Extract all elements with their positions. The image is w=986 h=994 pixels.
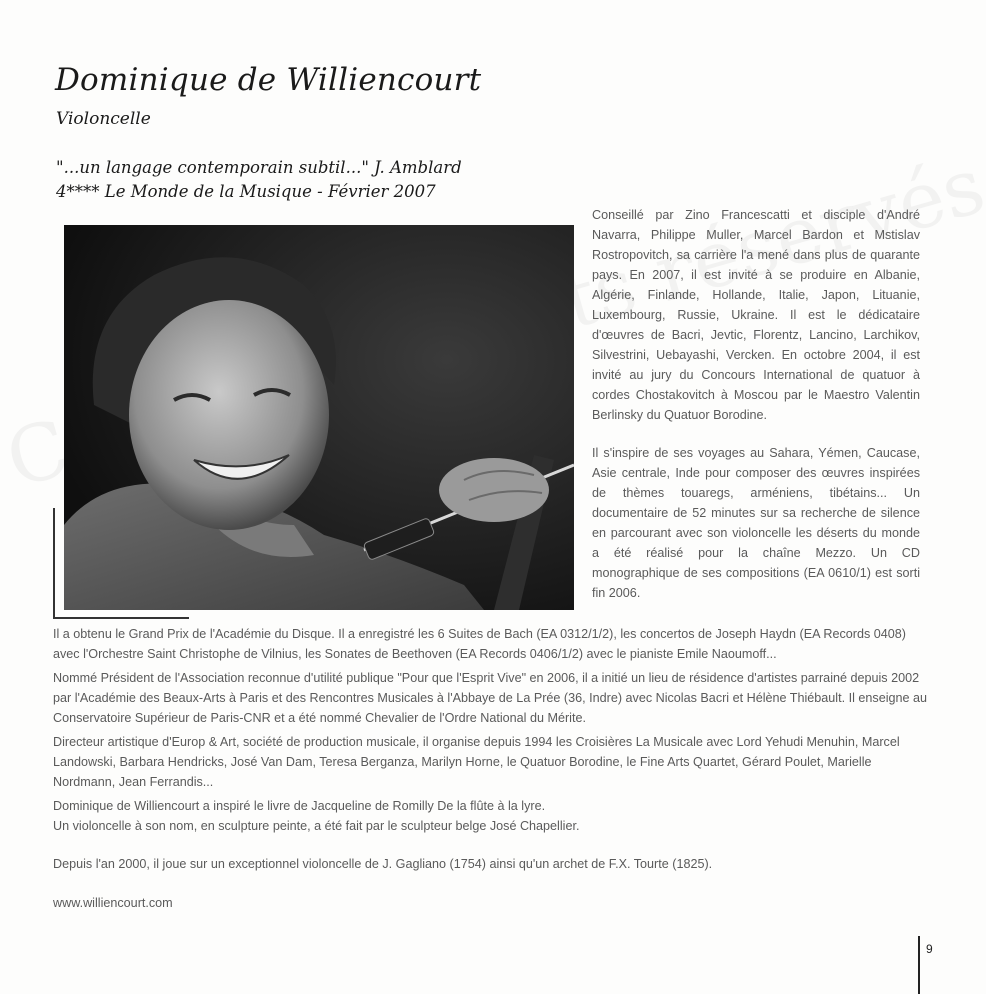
press-quote-source: 4**** Le Monde de la Musique - Février 2007: [56, 182, 436, 201]
artist-name-heading: Dominique de Williencourt: [55, 62, 482, 98]
press-quote: [56, 156, 462, 204]
page-number: 9: [926, 942, 933, 956]
portrait-photo-cellist-icon: [64, 225, 574, 610]
instrument-subtitle: Violoncelle: [56, 109, 151, 129]
biography-column: [592, 205, 920, 621]
biography-paragraph: Conseillé par Zino Francescatti et disciple d'André Navarra, Philippe Muller, Marcel Bardon et Mstislav Rostropovitch, sa carrière l'a mené dans plus de quarante pays. En 2007, il est invité à se produire en Albanie, Algérie, Finlande, Hollande, Italie, Japon, Lituanie, Luxembourg, Russie, Ukraine. Il est le dédicataire d'œuvres de Bacri, Jevtic, Florentz, Lancino, Larchikov, Silvestrini, Uebayashi, Vercken. En octobre 2004, il est invité au jury du Concours International de quatuor à cordes Chostakovitch à Moscou par le Maestro Valentin Berlinsky du Quatuor Borodine.: [592, 208, 920, 422]
body-paragraph-instrument: Depuis l'an 2000, il joue sur un exceptionnel violoncelle de J. Gagliano (1754) ainsi qu'un archet de F.X. Tourte (1825).: [53, 857, 713, 871]
photo-corner-rule-horizontal: [53, 617, 189, 619]
press-quote-text: "...un langage contemporain subtil..." J. Amblard: [56, 158, 462, 177]
body-paragraph-sculpture: Un violoncelle à son nom, en sculpture peinte, a été fait par le sculpteur belge José Chapellier.: [53, 819, 580, 833]
body-paragraph-association: Nommé Président de l'Association reconnue d'utilité publique "Pour que l'Esprit Vive" en 2006, il a initié un lieu de résidence d'artistes parrainé depuis 2002 par l'Académie des Beaux-Arts à Paris et des Rencontres Musicales à l'Abbaye de La Prée (36, Indre) avec Nicolas Bacri et Hélène Thiébault. Il enseigne au Conservatoire Supérieur de Paris-CNR et a été nommé Chevalier de l'Ordre National du Mérite.: [53, 671, 928, 725]
photo-corner-rule-vertical: [53, 508, 55, 618]
biography-body: [53, 624, 933, 878]
body-paragraph-director: Directeur artistique d'Europ & Art, société de production musicale, il organise depuis 1994 les Croisières La Musicale avec Lord Yehudi Menuhin, Marcel Landowski, Barbara Hendricks, José Van Dam, Teresa Berganza, Marilyn Horne, le Quatuor Borodine, le Fine Arts Quartet, Gérard Poulet, Marielle Nordmann, Jean Ferrandis...: [53, 735, 900, 789]
portrait-photo: [64, 225, 574, 610]
biography-paragraph: Il s'inspire de ses voyages au Sahara, Yémen, Caucase, Asie centrale, Inde pour composer des œuvres inspirées de thèmes touaregs, arméniens, tibétains... Un documentaire de 52 minutes sur sa recherche de silence en parcourant avec son violoncelle les déserts du monde a été réalisé pour la chaîne Mezzo. Un CD monographique de ses compositions (EA 0610/1) est sorti fin 2006.: [592, 446, 920, 600]
page-number-rule: [918, 936, 920, 994]
body-paragraph-recordings: Il a obtenu le Grand Prix de l'Académie du Disque. Il a enregistré les 6 Suites de Bach (EA 0312/1/2), les concertos de Joseph Haydn (EA Records 0408) avec l'Orchestre Saint Christophe de Vilnius, les Sonates de Beethoven (EA Records 0406/1/2) avec le pianiste Emile Naoumoff...: [53, 627, 906, 661]
website-link[interactable]: www.williencourt.com: [53, 896, 173, 910]
body-paragraph-book: Dominique de Williencourt a inspiré le livre de Jacqueline de Romilly De la flûte à la lyre.: [53, 799, 546, 813]
